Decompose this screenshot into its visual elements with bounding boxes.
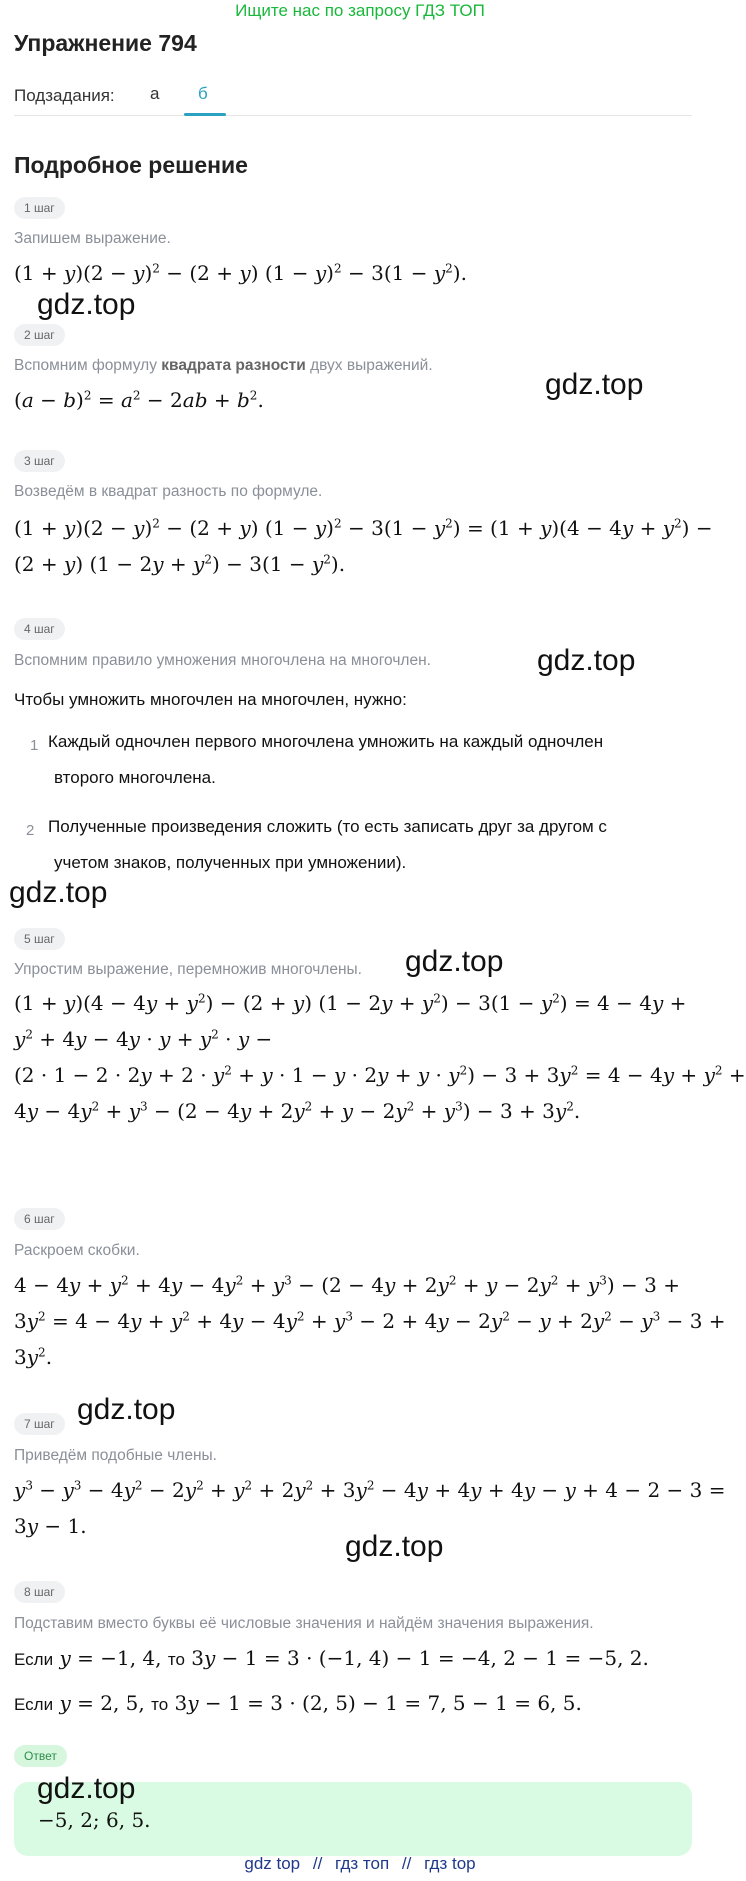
subtasks-divider: [14, 115, 692, 116]
step-1-pill: 1 шаг: [14, 197, 65, 219]
step-5-desc: Упростим выражение, перемножив многочлены.: [14, 961, 362, 978]
watermark: gdz.top: [37, 1772, 136, 1805]
step-3-pill: 3 шаг: [14, 450, 65, 472]
step-4-desc: Вспомним правило умножения многочлена на многочлен.: [14, 652, 431, 669]
step-7-desc: Приведём подобные члены.: [14, 1447, 217, 1464]
watermark: gdz.top: [77, 1393, 176, 1426]
step-7-formula-line1: $y^3 - y^3 - 4y^2 - 2y^2 + y^2 + 2y^2 + 3y^2 - 4y + 4y + 4y - y + 4 - 2 - 3$ =: [14, 1478, 726, 1502]
step-5-formula-line1: $(1 + y)(4 - 4y + y^2) - (2 + y)$ $(1 - 2y + y^2) - 3(1 - y^2) = 4 - 4y$ +: [14, 991, 687, 1015]
watermark: gdz.top: [537, 644, 636, 677]
subtask-tab-a[interactable]: а: [150, 84, 160, 103]
answer-pill: Ответ: [14, 1745, 67, 1767]
subtask-tab-b[interactable]: б: [198, 84, 208, 103]
answer-value: −5, 2; 6, 5.: [38, 1808, 151, 1832]
step-3-formula-line2: (2 + y) $(1 - 2y + y^2) - 3(1 - y^2)$.: [14, 552, 346, 576]
footer-link-1[interactable]: gdz top: [244, 1854, 301, 1873]
exercise-title: Упражнение 794: [14, 30, 197, 56]
step-2-desc: Вспомним формулу квадрата разности двух выражений.: [14, 357, 433, 374]
step-5-formula-line3: $(2 \cdot 1 - 2 \cdot 2y + 2 \cdot y^2 + y \cdot 1 - y \cdot 2y + y \cdot y^2) - 3 + 3y^2 = 4 - 4y + y^2$ +: [14, 1063, 746, 1087]
rule-item-2-num: 2: [26, 822, 35, 839]
watermark: gdz.top: [405, 945, 504, 978]
watermark: gdz.top: [9, 876, 108, 909]
step-8-pill: 8 шаг: [14, 1581, 65, 1603]
step-8-desc: Подставим вместо буквы её числовые значения и найдём значения выражения.: [14, 1615, 594, 1632]
footer-links: [0, 1854, 720, 1874]
step-2-pill: 2 шаг: [14, 324, 65, 346]
step-6-pill: 6 шаг: [14, 1208, 65, 1230]
step-6-formula-line2: $3y^2 = 4 - 4y + y^2 + 4y - 4y^2 + y^3 - 2 + 4y - 2y^2 - y + 2y^2 - y^3 - 3$ +: [14, 1309, 726, 1333]
step-6-desc: Раскроем скобки.: [14, 1242, 140, 1259]
watermark: gdz.top: [37, 288, 136, 321]
step-6-formula-line3: $3y^2$.: [14, 1345, 53, 1369]
step-1-formula: $(1 + y)(2 - y)^2 - (2 + y)$ $(1 - y)^2 - 3(1 - y^2)$.: [14, 261, 467, 285]
rule-item-1-num: 1: [30, 737, 39, 754]
step-5-pill: 5 шаг: [14, 928, 65, 950]
step-6-formula-line1: $4 - 4y + y^2 + 4y - 4y^2 + y^3 - (2 - 4y + 2y^2 + y - 2y^2 + y^3) - 3$ +: [14, 1273, 680, 1297]
step-5-formula-line2: $y^2 + 4y - 4y \cdot y + y^2 \cdot y$ −: [14, 1027, 273, 1051]
rule-item-1-line1: Каждый одночлен первого многочлена умножить на каждый одночлен: [48, 732, 604, 751]
step-3-desc: Возведём в квадрат разность по формуле.: [14, 483, 323, 500]
rule-item-2-line2: учетом знаков, полученных при умножении).: [54, 853, 407, 872]
footer-separator: //: [312, 1854, 323, 1873]
rule-item-2-line1: Полученные произведения сложить (то есть записать друг за другом с: [48, 817, 607, 836]
step-7-pill: 7 шаг: [14, 1413, 65, 1435]
footer-separator: //: [401, 1854, 412, 1873]
footer-link-2[interactable]: гдз топ: [335, 1854, 390, 1873]
rule-item-1-line2: второго многочлена.: [54, 768, 216, 787]
solution-title: Подробное решение: [14, 152, 248, 178]
subtasks-label: Подзадания:: [14, 86, 115, 105]
promo-banner: Ищите нас по запросу ГДЗ ТОП: [235, 1, 485, 20]
step-4-pill: 4 шаг: [14, 618, 65, 640]
watermark: gdz.top: [545, 368, 644, 401]
active-tab-indicator: [184, 113, 226, 116]
rule-intro: Чтобы умножить многочлен на многочлен, нужно:: [14, 690, 407, 709]
step-8-case-1: Если y = −1, 4, то 3y − 1 = 3 · (−1, 4) − 1 = −4, 2 − 1 = −5, 2.: [14, 1646, 649, 1670]
step-1-desc: Запишем выражение.: [14, 230, 171, 247]
step-5-formula-line4: $4y - 4y^2 + y^3 - (2 - 4y + 2y^2 + y - 2y^2 + y^3) - 3 + 3y^2$.: [14, 1099, 581, 1123]
step-2-formula: $(a - b)^2 = a^2 - 2ab + b^2$.: [14, 388, 264, 412]
footer-link-3[interactable]: гдз top: [424, 1854, 476, 1873]
step-7-formula-line2: 3y − 1.: [14, 1514, 87, 1538]
step-8-case-2: Если y = 2, 5, то 3y − 1 = 3 · (2, 5) − 1 = 7, 5 − 1 = 6, 5.: [14, 1691, 582, 1715]
watermark: gdz.top: [345, 1530, 444, 1563]
step-3-formula-line1: $(1 + y)(2 - y)^2 - (2 + y)$ $(1 - y)^2 - 3(1 - y^2) = (1 + y)(4 - 4y + y^2)$ −: [14, 516, 713, 540]
